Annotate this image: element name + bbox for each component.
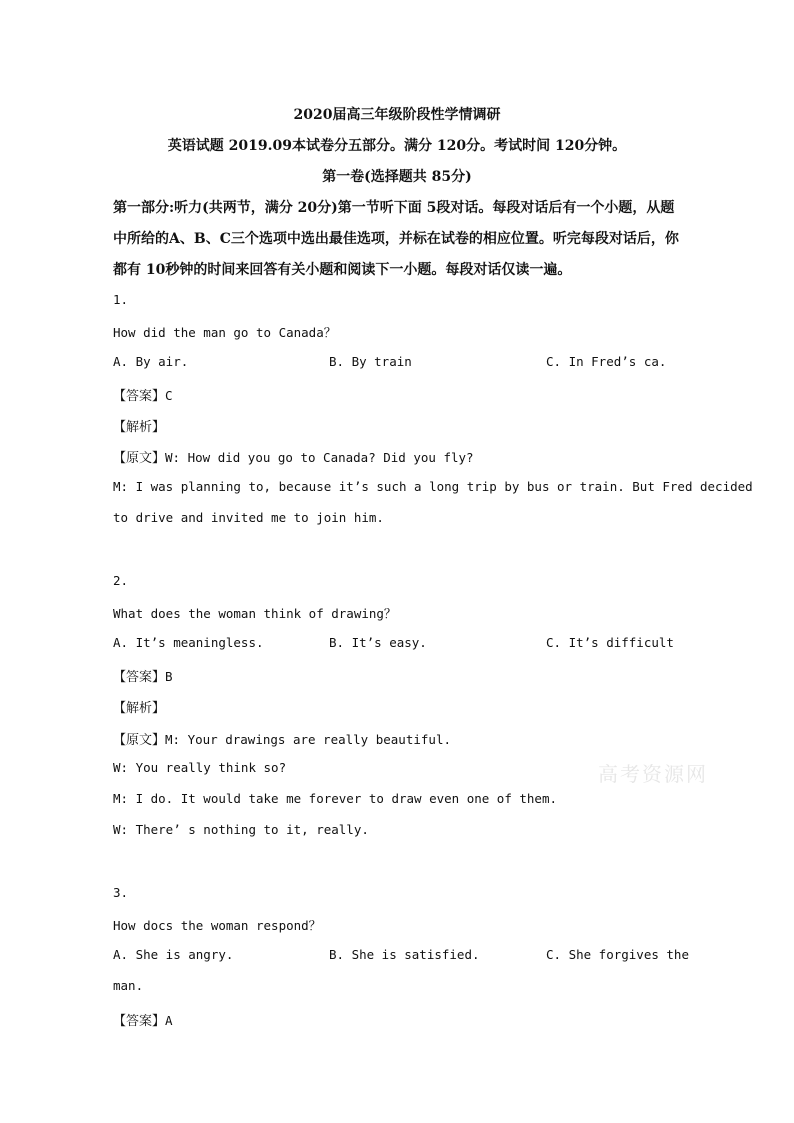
- transcript-line: W: There’ s nothing to it, really.: [113, 822, 369, 837]
- option-c: C. It’s difficult: [546, 635, 674, 650]
- watermark: 高考资源网: [598, 762, 708, 786]
- volume-heading: 第一卷(选择题共 85分): [322, 169, 472, 185]
- question-number: 3.: [113, 885, 129, 900]
- question-number: 2.: [113, 573, 129, 588]
- answer-line: [113, 666, 173, 685]
- option-a: A. It’s meaningless.: [113, 635, 264, 650]
- answer-line: [113, 1010, 173, 1029]
- option-b: B. By train: [329, 354, 412, 369]
- transcript-line: to drive and invited me to join him.: [113, 510, 384, 525]
- exam-title: 2020届高三年级阶段性学情调研: [293, 107, 501, 123]
- instructions-line-2: 中所给的A、B、C三个选项中选出最佳选项，并标在试卷的相应位置。听完每段对话后，你: [113, 231, 679, 247]
- transcript-text: M: Your drawings are really beautiful.: [165, 732, 451, 747]
- answer-tag: 【答案】: [113, 1014, 166, 1029]
- source-tag: 【原文】: [113, 733, 166, 748]
- instructions-line-3: 都有 10秒钟的时间来回答有关小题和阅读下一小题。每段对话仅读一遍。: [113, 262, 572, 278]
- transcript-line: M: I was planning to, because it’s such a long trip by bus or train. But Fred decided: [113, 479, 753, 494]
- answer-line: [113, 385, 173, 404]
- transcript-line: [113, 729, 451, 748]
- answer-value: C: [165, 388, 173, 403]
- answer-tag: 【答案】: [113, 670, 166, 685]
- option-c: C. She forgives the: [546, 947, 689, 962]
- transcript-line: M: I do. It would take me forever to draw even one of them.: [113, 791, 558, 806]
- question-number: 1.: [113, 292, 129, 307]
- option-b: B. It’s easy.: [329, 635, 427, 650]
- transcript-line: [113, 447, 474, 466]
- exam-subtitle: 英语试题 2019.09本试卷分五部分。满分 120分。考试时间 120分钟。: [167, 138, 627, 154]
- answer-value: A: [165, 1013, 173, 1028]
- option-b: B. She is satisfied.: [329, 947, 480, 962]
- option-c: C. In Fred’s ca.: [546, 354, 667, 369]
- option-c-wrap: man.: [113, 978, 144, 993]
- answer-value: B: [165, 669, 173, 684]
- source-tag: 【原文】: [113, 451, 166, 466]
- transcript-text: W: How did you go to Canada? Did you fly?: [165, 450, 474, 465]
- question-text: How did the man go to Canada？: [113, 325, 337, 340]
- question-text: What does the woman think of drawing？: [113, 606, 397, 621]
- answer-tag: 【答案】: [113, 389, 166, 404]
- analysis-tag: 【解析】: [113, 420, 166, 435]
- analysis-tag: 【解析】: [113, 701, 166, 716]
- option-a: A. She is angry.: [113, 947, 234, 962]
- question-text: How docs the woman respond？: [113, 918, 322, 933]
- transcript-line: W: You really think so?: [113, 760, 287, 775]
- instructions-line-1: 第一部分:听力(共两节，满分 20分)第一节听下面 5段对话。每段对话后有一个小题，从题: [113, 200, 675, 216]
- option-a: A. By air.: [113, 354, 189, 369]
